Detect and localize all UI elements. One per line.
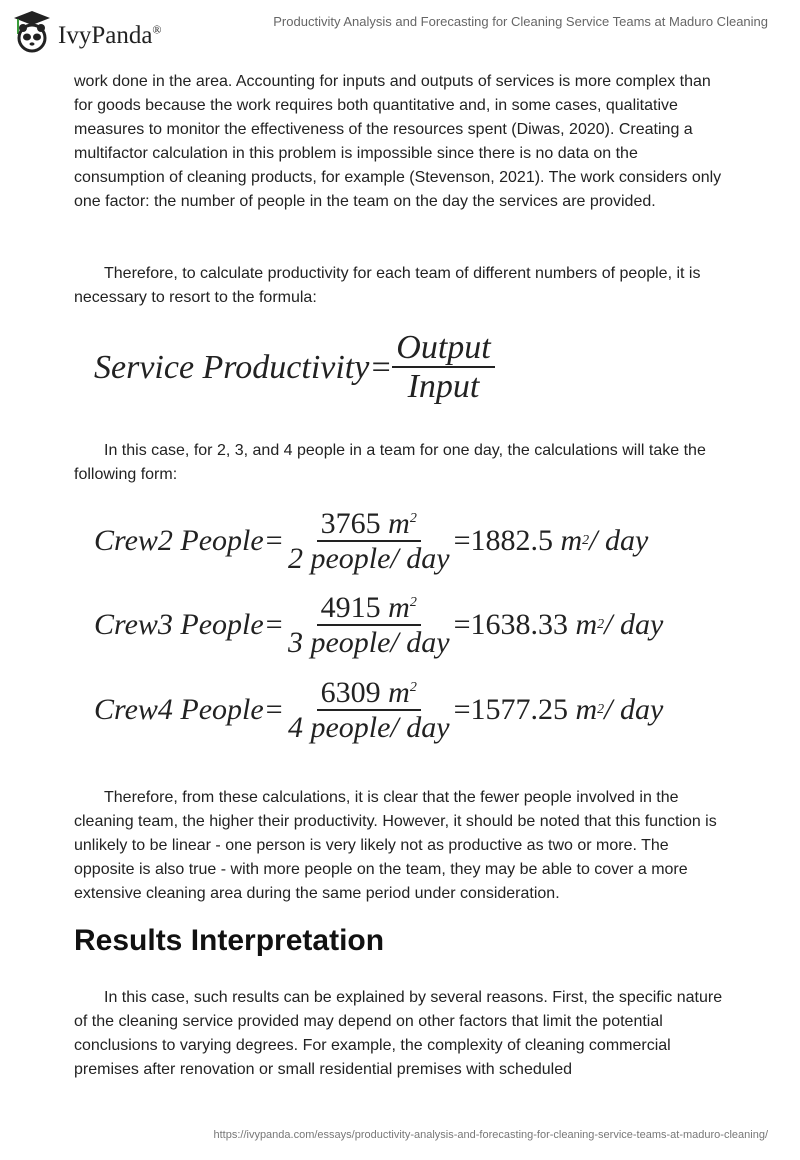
paragraph: In this case, such results can be explained by several reasons. First, the specific nature of the cleaning service provided may depend on other factors that limit the potential conclusions to varying degrees. For example, the complexity of cleaning commercial premises after renovation or small residential premises with scheduled xyxy=(74,989,723,1078)
equation-numerator: 3765 xyxy=(320,507,381,540)
equation-denominator: 4 people/ day xyxy=(287,710,450,744)
source-url[interactable]: https://ivypanda.com/essays/productivity-analysis-and-forecasting-for-cleaning-service-teams-at-maduro-cleaning/ xyxy=(213,1129,768,1141)
unit: m xyxy=(575,608,598,642)
equation-crew3: Crew3 People= $\frac{4915 m^2}{\text{3 people/ day}}$ =1638.33 m 2 / day xyxy=(94,591,664,659)
unit-exponent: 2 xyxy=(597,617,605,633)
equation-crew4: Crew4 People= $\frac{6309 m^2}{\text{4 people/ day}}$ =1577.25 m 2 / day xyxy=(94,676,664,744)
equation-result: =1882.5 xyxy=(453,524,553,558)
unit-exponent: 2 xyxy=(582,533,590,549)
equation-lhs: Crew2 People= xyxy=(94,524,284,558)
unit-per: / day xyxy=(589,524,649,558)
equation-lhs: Crew3 People= xyxy=(94,608,284,642)
unit-per: / day xyxy=(604,693,664,727)
equation-numerator: 4915 xyxy=(320,591,381,624)
equation-result: =1577.25 xyxy=(453,693,568,727)
panda-graduate-icon xyxy=(12,8,52,54)
paragraph: Therefore, to calculate productivity for each team of different numbers of people, it is necessary to resort to the formula: xyxy=(74,265,701,306)
unit: m xyxy=(560,524,583,558)
equation-denominator: 2 people/ day xyxy=(287,541,450,575)
paragraph: In this case, for 2, 3, and 4 people in a team for one day, the calculations will take the following form: xyxy=(74,442,706,483)
unit-exponent: 2 xyxy=(597,702,605,718)
paragraph: Therefore, from these calculations, it is clear that the fewer people involved in the cleaning team, the higher their productivity. However, it should be noted that this function is unlikely to be linear - one person is very likely not as productive as two or more. The opposite is also true - with more people on the team, they may be able to cover a more extensive cleaning area during the same period under consideration. xyxy=(74,789,717,902)
paragraph: work done in the area. Accounting for inputs and outputs of services is more complex than for goods because the work requires both quantitative and, in some cases, qualitative measures to monitor the effectiveness of the resources spent (Diwas, 2020). Creating a multifactor calculation in this problem is impossible since there is no data on the consumption of cleaning products, for example (Stevenson, 2021). The work considers only one factor: the number of people in the team on the day the services are provided. xyxy=(74,73,722,210)
equation-result: =1638.33 xyxy=(453,608,568,642)
unit: m xyxy=(575,693,598,727)
section-heading: Results Interpretation xyxy=(74,924,385,957)
document-title: Productivity Analysis and Forecasting for Cleaning Service Teams at Maduro Cleaning xyxy=(273,14,768,29)
formula-denominator: Input xyxy=(407,367,480,405)
unit-per: / day xyxy=(604,608,664,642)
equation-crew2: Crew2 People= $\frac{3765 m^2}{\text{2 people/ day}}$ =1882.5 m 2 / day xyxy=(94,507,649,575)
ivypanda-logo[interactable] xyxy=(12,8,162,54)
equation-lhs: Crew4 People= xyxy=(94,693,284,727)
productivity-formula xyxy=(94,330,495,405)
logo-text: IvyPanda xyxy=(58,22,153,49)
equation-numerator: 6309 xyxy=(320,676,381,709)
registered-mark: ® xyxy=(152,22,162,37)
equation-denominator: 3 people/ day xyxy=(287,625,450,659)
formula-numerator: Output xyxy=(392,330,494,368)
formula-lhs: Service Productivity= xyxy=(94,348,393,386)
